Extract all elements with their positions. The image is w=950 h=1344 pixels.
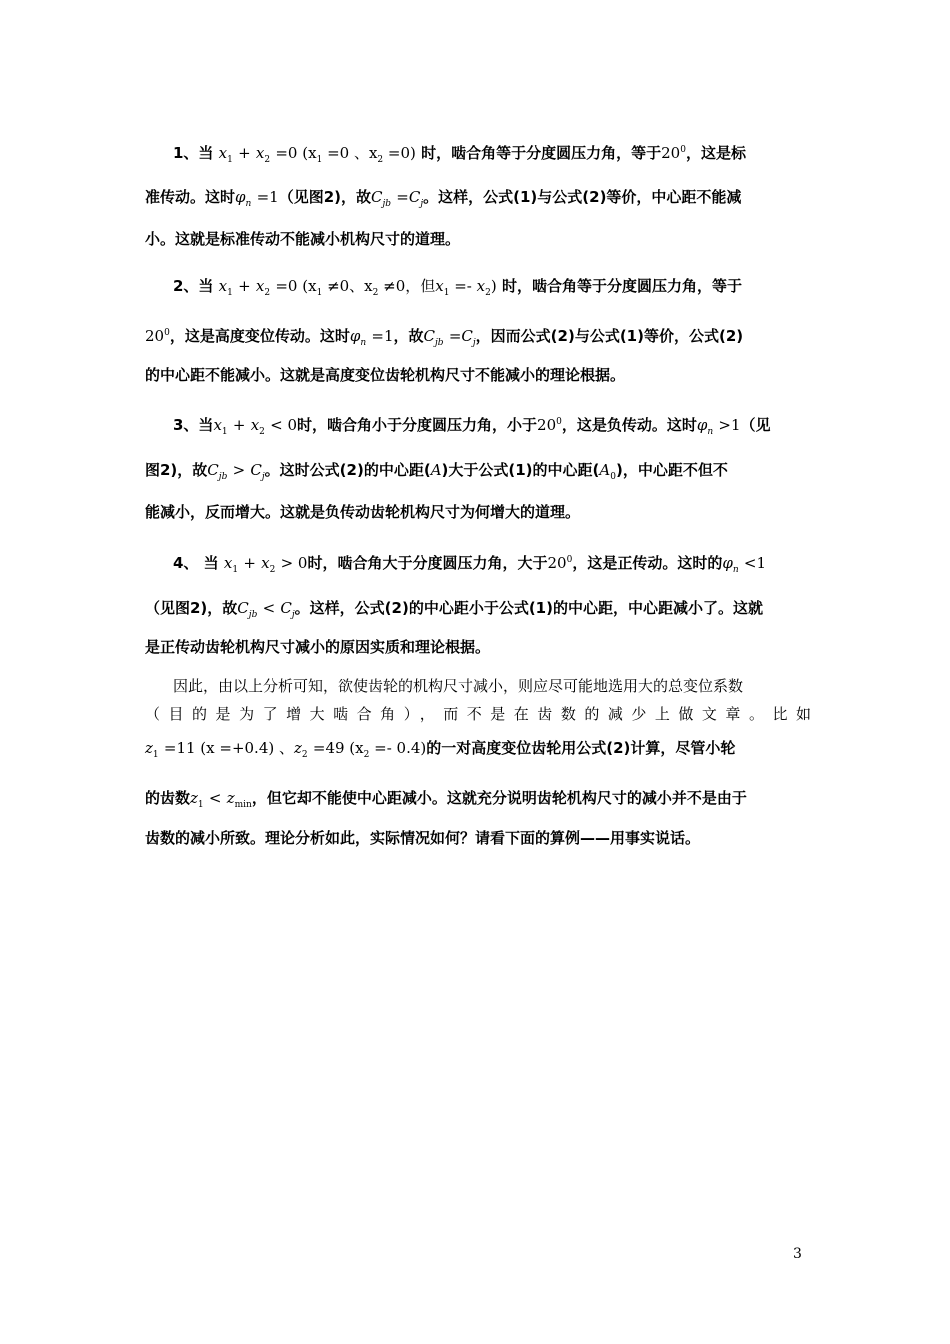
para5-line4: 的齿数$z_1 < z_{min}$，但它却不能使中心距减小。这就充分说明齿轮机构尺寸的减小并不是由于	[145, 789, 747, 810]
page-number: 3	[793, 1246, 802, 1262]
text: （见图2)，故	[278, 188, 371, 206]
text: ，但它却不能使中心距减小。这就充分说明齿轮机构尺寸的减小并不是由于	[251, 789, 747, 807]
text: 的齿数	[145, 789, 191, 807]
text: 1、当	[173, 144, 214, 162]
text: 图2)，故	[145, 461, 208, 479]
text: ，这是高度变位传动。这时	[169, 327, 350, 345]
text: )，中心距不但不	[615, 461, 728, 479]
para5-line3: $z_1 =11$ (x =+0.4) 、$z_2 =49$ $(x_2 =- 0.4)$的一对高度变位齿轮用公式(2)计算，尽管小轮	[145, 739, 736, 760]
para4-line1: 4、 当 $x_1 + x_2 > 0$时，啮合角大于分度圆压力角，大于$20^0$，这是正传动。这时的$\varphi_n <1$	[173, 554, 767, 575]
para1-line3: 小。这就是标准传动不能减小机构尺寸的道理。	[145, 230, 461, 248]
text: 准传动。这时	[145, 188, 236, 206]
text: 。这样，公式(1)与公式(2)等价，中心距不能减	[423, 188, 742, 206]
para5-line5: 齿数的减小所致。理论分析如此，实际情况如何？请看下面的算例——用事实说话。	[145, 829, 701, 847]
para5-line1: 因此，由以上分析可知，欲使齿轮的机构尺寸减小，则应尽可能地选用大的总变位系数	[173, 677, 744, 695]
para1-line2: 准传动。这时$\varphi_n =1$（见图2)，故$C_{jb} =C_j$。这样，公式(1)与公式(2)等价，中心距不能减	[145, 188, 742, 209]
text: 。这时公式(2)的中心距(	[264, 461, 431, 479]
text: 时，啮合角大于分度圆压力角，大于	[307, 554, 548, 572]
para1-line1: 1、当 $x_1 + x_2 =0$ ($x_1 =0$ 、$x_2 =0$) 时，啮合角等于分度圆压力角，等于$20^0$，这是标	[173, 144, 746, 165]
text: 时，啮合角等于分度圆压力角，等于	[501, 277, 742, 295]
text: 2、当	[173, 277, 214, 295]
para5-line2: （目的是为了增大啮合角），而不是在齿数的减少上做文章。比如	[145, 705, 811, 723]
text: （见	[740, 416, 771, 434]
text: 时，啮合角小于分度圆压力角，小于	[297, 416, 538, 434]
para4-line2: （见图2)，故$C_{jb} < C_j$。这样，公式(2)的中心距小于公式(1)的中心距，中心距减小了。这就	[145, 599, 763, 620]
para3-line2: 图2)，故$C_{jb} > C_j$。这时公式(2)的中心距(A)大于公式(1)的中心距$(A_0)$，中心距不但不	[145, 461, 728, 482]
text: ，这是标	[685, 144, 746, 162]
para3-line3: 能减小，反而增大。这就是负传动齿轮机构尺寸为何增大的道理。	[145, 503, 581, 521]
para2-line1: 2、当 $x_1 + x_2 =0$ ($x_1 \ne 0$、$x_2 \ne 0$，但$x_1 =- x_2$) 时，啮合角等于分度圆压力角，等于	[173, 277, 742, 298]
text: 。这样，公式(2)的中心距小于公式(1)的中心距，中心距减小了。这就	[294, 599, 763, 617]
text: 的一对高度变位齿轮用公式(2)计算，尽管小轮	[426, 739, 736, 757]
para2-line3: 的中心距不能减小。这就是高度变位齿轮机构尺寸不能减小的理论根据。	[145, 366, 626, 384]
text: )大于公式(1)的中心距(	[441, 461, 600, 479]
text: 4、 当	[173, 554, 219, 572]
para2-line2: $20^0$，这是高度变位传动。这时$\varphi_n =1$，故$C_{jb} =C_j$，因而公式(2)与公式(1)等价，公式(2)	[145, 327, 744, 348]
text: （见图2)，故	[145, 599, 238, 617]
para4-line3: 是正传动齿轮机构尺寸减小的原因实质和理论根据。	[145, 638, 491, 656]
text: ，因而公式(2)与公式(1)等价，公式(2)	[475, 327, 744, 345]
text: 3、当	[173, 416, 214, 434]
text: ，这是正传动。这时的	[572, 554, 723, 572]
text: 时，啮合角等于分度圆压力角，等于	[421, 144, 662, 162]
text: ，这是负传动。这时	[561, 416, 697, 434]
para3-line1: 3、当$x_1 + x_2 < 0$时，啮合角小于分度圆压力角，小于$20^0$，这是负传动。这时$\varphi_n >1$（见	[173, 416, 771, 437]
text: ，故	[393, 327, 424, 345]
